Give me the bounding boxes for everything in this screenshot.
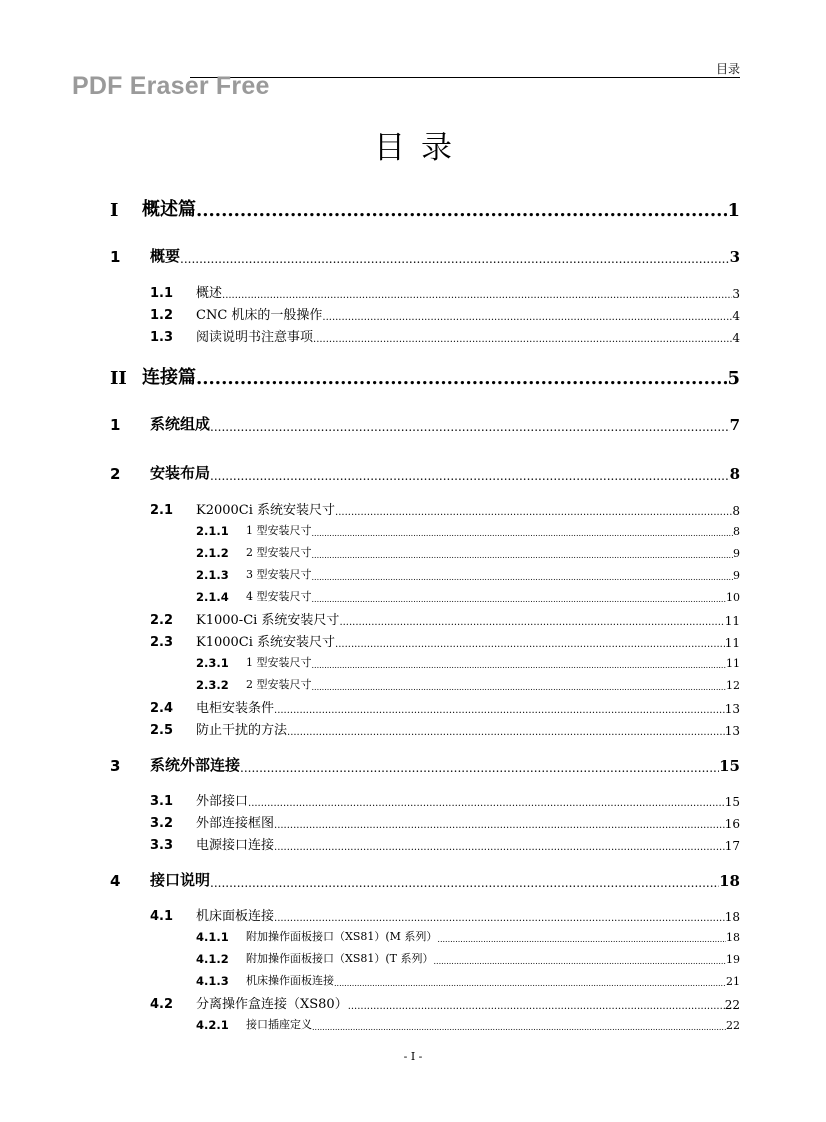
toc-entry-number: 4.1.2	[196, 952, 229, 966]
toc-entry-number: 2.4	[150, 701, 174, 716]
toc-entry-page: 18	[719, 872, 740, 890]
toc-entry-title: 1 型安装尺寸	[246, 656, 312, 669]
toc-dot-leader	[312, 683, 727, 692]
toc-entry-number: 2	[110, 465, 121, 483]
toc-entry-title: 系统组成	[150, 415, 211, 433]
toc-dot-leader	[196, 200, 727, 221]
toc-dot-leader	[240, 761, 719, 775]
toc-entry-title: 1 型安装尺寸	[246, 524, 312, 537]
toc-entry-page: 22	[724, 998, 740, 1012]
toc-dot-leader	[222, 290, 732, 301]
toc-entry-number: 2.1	[150, 503, 174, 518]
toc-entry-page: 13	[724, 724, 740, 738]
toc-entry-page: 12	[726, 679, 740, 692]
toc-entry[interactable]	[196, 676, 740, 692]
toc-entry[interactable]	[150, 327, 740, 345]
toc-entry-title: 外部接口	[196, 794, 249, 809]
toc-entry-page: 3	[732, 287, 740, 301]
toc-entry-page: 15	[724, 795, 740, 809]
toc-entry-page: 13	[724, 702, 740, 716]
toc-dot-leader	[339, 617, 724, 628]
toc-entry-title: 阅读说明书注意事项	[196, 330, 314, 345]
toc-entry-page: 9	[733, 569, 740, 582]
toc-entry-number: 2.3.1	[196, 656, 229, 670]
toc-entry-number: 1	[110, 248, 121, 266]
toc-entry[interactable]	[150, 835, 740, 853]
toc-entry[interactable]	[110, 755, 740, 775]
watermark: PDF Eraser Free	[72, 72, 270, 100]
toc-dot-leader	[434, 957, 727, 966]
toc-entry-number: 2.1.2	[196, 546, 229, 560]
toc-dot-leader	[312, 661, 727, 670]
toc-dot-leader	[312, 551, 734, 560]
toc-entry-title: 3 型安装尺寸	[246, 568, 312, 581]
toc-entry-title: 2 型安装尺寸	[246, 678, 312, 691]
toc-dot-leader	[335, 507, 732, 518]
toc-entry[interactable]	[150, 994, 740, 1012]
toc-dot-leader	[180, 252, 730, 266]
toc-entry-number: 4.1.3	[196, 974, 229, 988]
toc-entry-number: 2.1.4	[196, 590, 229, 604]
toc-entry-title: 电柜安装条件	[196, 701, 275, 716]
toc-entry-title: 机床面板连接	[196, 909, 275, 924]
toc-entry-page: 3	[729, 248, 740, 266]
toc-dot-leader	[313, 334, 732, 345]
toc-dot-leader	[312, 595, 727, 604]
toc-entry-page: 19	[726, 953, 740, 966]
toc-dot-leader	[274, 913, 725, 924]
toc-entry-page: 18	[724, 910, 740, 924]
toc-entry-number: 3.3	[150, 838, 174, 853]
toc-entry-title: 防止干扰的方法	[196, 723, 288, 738]
toc-entry-page: 22	[726, 1019, 740, 1032]
toc-entry-number: 2.3	[150, 635, 174, 650]
toc-entry[interactable]	[110, 197, 740, 221]
header-section-title: 目录	[715, 62, 740, 76]
toc-entry-title: 安装布局	[150, 464, 211, 482]
toc-entry[interactable]	[196, 950, 740, 966]
toc-dot-leader	[248, 798, 725, 809]
toc-dot-leader	[437, 935, 726, 944]
toc-entry-number: II	[110, 368, 127, 389]
toc-entry-title: 概述篇	[142, 199, 196, 220]
toc-entry-number: 4.1.1	[196, 930, 229, 944]
toc-dot-leader	[335, 639, 725, 650]
toc-entry-page: 7	[729, 416, 740, 434]
toc-entry-title: K1000Ci 系统安装尺寸	[196, 635, 336, 650]
toc-entry[interactable]	[150, 813, 740, 831]
toc-entry-title: 机床操作面板连接	[246, 974, 334, 987]
toc-entry-page: 8	[732, 504, 740, 518]
toc-entry-number: 2.3.2	[196, 678, 229, 692]
toc-entry-number: 4.1	[150, 909, 174, 924]
toc-entry[interactable]	[150, 610, 740, 628]
toc-entry-title: 概述	[196, 286, 223, 301]
toc-entry-title: 概要	[150, 247, 181, 265]
toc-entry-title: 接口说明	[150, 871, 211, 889]
toc-entry[interactable]	[110, 414, 740, 434]
toc-entry[interactable]	[150, 632, 740, 650]
toc-entry-title: 2 型安装尺寸	[246, 546, 312, 559]
toc-entry[interactable]	[196, 928, 740, 944]
toc-entry-number: I	[110, 200, 119, 221]
toc-entry-title: K2000Ci 系统安装尺寸	[196, 503, 336, 518]
toc-entry-title: K1000-Ci 系统安装尺寸	[196, 613, 340, 628]
toc-dot-leader	[334, 979, 726, 988]
toc-entry-page: 15	[719, 757, 740, 775]
document-title: 目录	[374, 130, 468, 166]
toc-entry-page: 1	[727, 200, 740, 221]
toc-dot-leader	[274, 842, 725, 853]
toc-entry-number: 2.5	[150, 723, 174, 738]
toc-entry-page: 8	[733, 525, 740, 538]
toc-dot-leader	[274, 820, 725, 831]
toc-entry-page: 18	[726, 931, 740, 944]
toc-entry-page: 4	[732, 331, 740, 345]
toc-entry-page: 11	[724, 614, 740, 628]
toc-entry-page: 11	[724, 636, 740, 650]
toc-entry[interactable]	[150, 791, 740, 809]
toc-entry-title: 系统外部连接	[150, 756, 241, 774]
toc-entry[interactable]	[110, 246, 740, 266]
toc-entry[interactable]	[150, 305, 740, 323]
toc-entry[interactable]	[110, 463, 740, 483]
toc-dot-leader	[312, 529, 734, 538]
toc-entry[interactable]	[110, 365, 740, 389]
toc-entry-number: 2.1.3	[196, 568, 229, 582]
footer-page-number: - I -	[403, 1050, 423, 1063]
toc-entry-number: 2.1.1	[196, 524, 229, 538]
toc-entry-page: 16	[724, 817, 740, 831]
toc-entry-number: 1.1	[150, 286, 174, 301]
toc-entry[interactable]	[196, 972, 740, 988]
toc-entry[interactable]	[196, 1016, 740, 1032]
toc-entry-title: CNC 机床的一般操作	[196, 308, 323, 323]
toc-entry-number: 3.2	[150, 816, 174, 831]
toc-dot-leader	[274, 705, 725, 716]
header-rule	[190, 77, 740, 78]
toc-entry-page: 4	[732, 309, 740, 323]
toc-entry-number: 1.3	[150, 330, 174, 345]
toc-entry-page: 17	[724, 839, 740, 853]
toc-dot-leader	[210, 420, 730, 434]
toc-entry-number: 1.2	[150, 308, 174, 323]
toc-entry-title: 4 型安装尺寸	[246, 590, 312, 603]
toc-entry[interactable]	[150, 906, 740, 924]
toc-entry-title: 接口插座定义	[246, 1018, 312, 1031]
toc-entry[interactable]	[150, 283, 740, 301]
toc-entry-number: 4.2.1	[196, 1018, 229, 1032]
toc-entry-page: 21	[726, 975, 740, 988]
toc-entry-page: 9	[733, 547, 740, 560]
toc-entry-number: 3.1	[150, 794, 174, 809]
toc-entry-number: 1	[110, 416, 121, 434]
toc-entry-page: 5	[727, 368, 740, 389]
toc-entry[interactable]	[196, 566, 740, 582]
toc-entry[interactable]	[196, 588, 740, 604]
toc-dot-leader	[312, 573, 734, 582]
toc-entry-title: 分离操作盒连接（XS80）	[196, 997, 348, 1012]
toc-entry[interactable]	[150, 720, 740, 738]
toc-entry-title: 外部连接框图	[196, 816, 275, 831]
toc-entry-number: 2.2	[150, 613, 174, 628]
toc-entry-page: 11	[726, 657, 740, 670]
toc-dot-leader	[287, 727, 725, 738]
toc-entry-page: 8	[729, 465, 740, 483]
toc-entry[interactable]	[110, 870, 740, 890]
toc-entry[interactable]	[150, 698, 740, 716]
toc-dot-leader	[210, 469, 730, 483]
toc-entry[interactable]	[150, 500, 740, 518]
toc-entry-title: 附加操作面板接口（XS81）(M 系列）	[246, 930, 438, 943]
toc-entry[interactable]	[196, 544, 740, 560]
toc-dot-leader	[322, 312, 732, 323]
toc-entry-title: 连接篇	[142, 367, 196, 388]
toc-entry-number: 3	[110, 757, 121, 775]
toc-entry-title: 电源接口连接	[196, 838, 275, 853]
toc-entry[interactable]	[196, 654, 740, 670]
toc-entry[interactable]	[196, 522, 740, 538]
toc-dot-leader	[210, 876, 719, 890]
toc-dot-leader	[196, 368, 727, 389]
toc-entry-page: 10	[726, 591, 740, 604]
toc-entry-number: 4.2	[150, 997, 174, 1012]
toc-entry-title: 附加操作面板接口（XS81）(T 系列）	[246, 952, 434, 965]
toc-dot-leader	[312, 1023, 726, 1032]
toc-dot-leader	[348, 1001, 725, 1012]
toc-entry-number: 4	[110, 872, 121, 890]
